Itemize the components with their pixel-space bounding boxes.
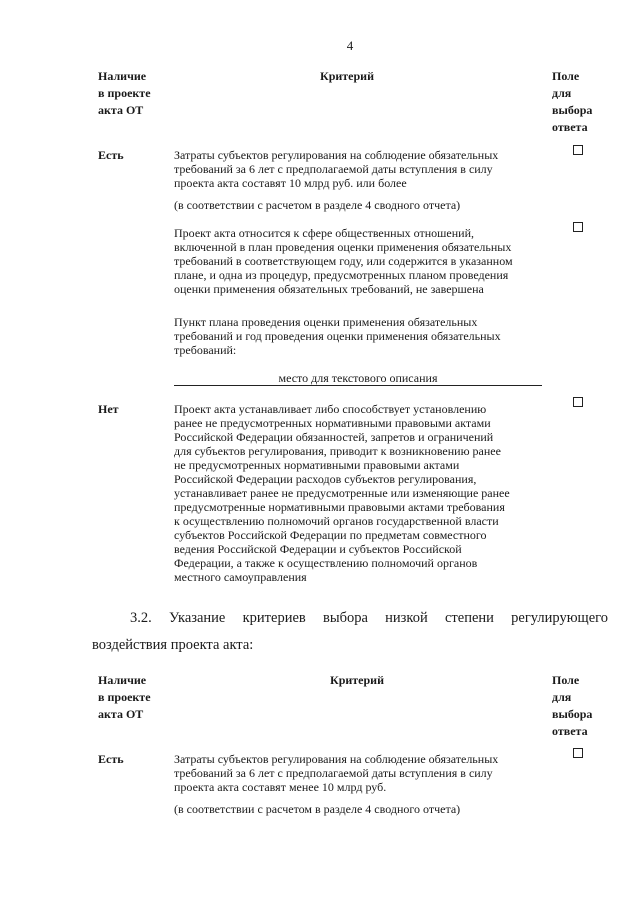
text-line: включенной в план проведения оценки применения обязательных: [174, 240, 512, 254]
text-line: требований и год проведения оценки применения обязательных: [174, 329, 501, 343]
text-line: требований за 6 лет с предполагаемой даты вступления в силу: [174, 766, 493, 780]
text-line: местного самоуправления: [174, 570, 307, 584]
section-word: выбора: [323, 610, 368, 626]
header-line: в проекте: [98, 690, 151, 704]
text-line: проекта акта составят менее 10 млрд руб.: [174, 780, 387, 794]
section-word: степени: [444, 610, 494, 626]
table1-header-criterion: Критерий: [320, 69, 375, 83]
header-line: акта ОТ: [98, 707, 144, 721]
criterion-text: [174, 226, 564, 296]
criterion-note: (в соответствии с расчетом в разделе 4 сводного отчета): [174, 802, 461, 816]
header-line: Наличие: [98, 673, 147, 687]
header-line: в проекте: [98, 86, 151, 100]
text-line: Затраты субъектов регулирования на соблюдение обязательных: [174, 148, 499, 162]
table1-header-presence: [98, 68, 151, 119]
text-line: Пункт плана проведения оценки применения обязательных: [174, 315, 478, 329]
text-line: требований в соответствующем году, или содержится в указанном: [174, 254, 513, 268]
text-line: Российской Федерации обязанностей, запретов и ограничений: [174, 430, 494, 444]
section-word: критериев: [242, 610, 306, 626]
row-label-yes: Есть: [98, 148, 124, 162]
section-word: 3.2.: [130, 610, 152, 626]
table2-header-answer-field: [552, 672, 592, 740]
header-line: для: [552, 86, 572, 100]
text-line: к осуществлению полномочий органов государственной власти: [174, 514, 499, 528]
section-heading-line1: [130, 607, 608, 629]
section-word: низкой: [385, 610, 428, 626]
text-line: Затраты субъектов регулирования на соблюдение обязательных: [174, 752, 499, 766]
header-line: выбора: [552, 707, 593, 721]
text-line: ведения Российской Федерации и субъектов Российской: [174, 542, 462, 556]
header-line: для: [552, 690, 572, 704]
text-line: Проект акта относится к сфере общественных отношений,: [174, 226, 474, 240]
header-line: выбора: [552, 103, 593, 117]
criterion-subtext: [174, 315, 564, 357]
answer-checkbox[interactable]: [573, 748, 583, 758]
header-line: Поле: [552, 673, 580, 687]
text-line: Проект акта устанавливает либо способствует установлению: [174, 402, 487, 416]
criterion-note: (в соответствии с расчетом в разделе 4 сводного отчета): [174, 198, 461, 212]
text-line: для субъектов регулирования, приводит к возникновению ранее: [174, 444, 501, 458]
header-line: Поле: [552, 69, 580, 83]
header-line: акта ОТ: [98, 103, 144, 117]
text-line: требований:: [174, 343, 237, 357]
text-line: плане, и одна из процедур, предусмотренных планом проведения: [174, 268, 509, 282]
page-number: 4: [346, 38, 354, 53]
header-line: Наличие: [98, 69, 147, 83]
text-line: Федерации, а также к осуществлению полномочий органов: [174, 556, 478, 570]
field-placeholder: место для текстового описания: [278, 371, 438, 385]
answer-checkbox[interactable]: [573, 145, 583, 155]
criterion-text: [174, 402, 564, 584]
text-line: проекта акта составят 10 млрд руб. или более: [174, 176, 407, 190]
section-word: регулирующего: [511, 610, 608, 626]
header-line: ответа: [552, 120, 588, 134]
table2-header-presence: [98, 672, 151, 723]
row-label-no: Нет: [98, 402, 119, 416]
text-line: не предусмотренных нормативными правовыми актами: [174, 458, 460, 472]
text-line: ранее не предусмотренных нормативными правовыми актами: [174, 416, 491, 430]
section-word: Указание: [169, 610, 226, 626]
table2-header-criterion: Критерий: [330, 673, 385, 687]
section-heading-line2: воздействия проекта акта:: [92, 637, 254, 653]
text-line: субъектов Российской Федерации по предметам совместного: [174, 528, 487, 542]
text-line: Российской Федерации расходов субъектов регулирования,: [174, 472, 477, 486]
row-label-yes: Есть: [98, 752, 124, 766]
header-line: ответа: [552, 724, 588, 738]
criterion-text: [174, 148, 564, 190]
text-line: предусмотренные нормативными правовыми актами требования: [174, 500, 505, 514]
text-line: оценки применения обязательных требований, не завершена: [174, 282, 484, 296]
table1-header-answer-field: [552, 68, 592, 136]
text-description-field[interactable]: [174, 371, 542, 386]
answer-checkbox[interactable]: [573, 222, 583, 232]
text-line: устанавливает ранее не предусмотренные или изменяющие ранее: [174, 486, 510, 500]
answer-checkbox[interactable]: [573, 397, 583, 407]
text-line: требований за 6 лет с предполагаемой даты вступления в силу: [174, 162, 493, 176]
criterion-text: [174, 752, 564, 794]
